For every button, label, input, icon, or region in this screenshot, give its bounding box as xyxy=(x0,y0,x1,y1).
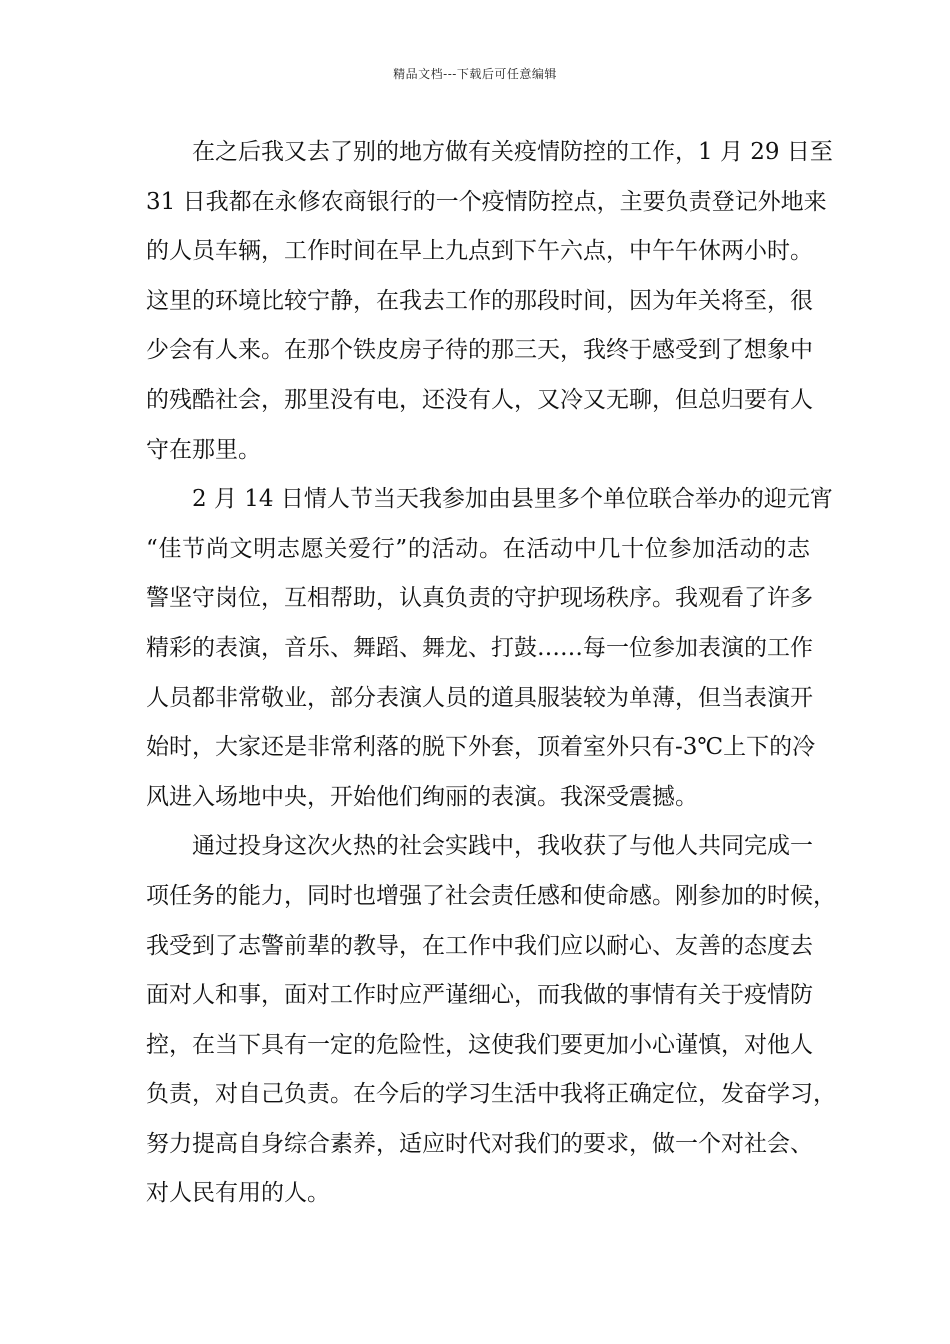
text-line: 通过投身这次火热的社会实践中，我收获了与他人共同完成一 xyxy=(192,833,813,860)
text-line: “佳节尚文明志愿关爱行”的活动。在活动中几十位参加活动的志 xyxy=(146,535,810,562)
text-line: 负责，对自己负责。在今后的学习生活中我将正确定位，发奋学习， xyxy=(146,1081,836,1108)
text-line: 31 日我都在永修农商银行的一个疫情防控点，主要负责登记外地来 xyxy=(146,188,827,215)
text-line: 在之后我又去了别的地方做有关疫情防控的工作，1 月 29 日至 xyxy=(192,139,833,165)
text-line: 控，在当下具有一定的危险性，这使我们要更加小心谨慎，对他人 xyxy=(146,1031,813,1058)
text-line: 对人民有用的人。 xyxy=(146,1180,330,1207)
text-line: 风进入场地中央，开始他们绚丽的表演。我深受震撼。 xyxy=(146,783,698,810)
text-line: 少会有人来。在那个铁皮房子待的那三天，我终于感受到了想象中 xyxy=(146,337,813,364)
text-line: 人员都非常敬业，部分表演人员的道具服装较为单薄，但当表演开 xyxy=(146,684,813,711)
text-line: 的残酷社会，那里没有电，还没有人，又冷又无聊，但总归要有人 xyxy=(146,386,813,413)
paragraph-1 xyxy=(146,132,833,479)
text-line: 警坚守岗位，互相帮助，认真负责的守护现场秩序。我观看了许多 xyxy=(146,585,813,612)
text-line: 守在那里。 xyxy=(146,436,261,463)
document-body xyxy=(146,132,836,1223)
text-line: 这里的环境比较宁静，在我去工作的那段时间，因为年关将至，很 xyxy=(146,287,813,314)
text-line: 精彩的表演，音乐、舞蹈、舞龙、打鼓……每一位参加表演的工作 xyxy=(146,634,813,661)
text-line: 2 月 14 日情人节当天我参加由县里多个单位联合举办的迎元宵 xyxy=(192,486,833,513)
text-line: 努力提高自身综合素养，适应时代对我们的要求，做一个对社会、 xyxy=(146,1130,813,1157)
text-line: 我受到了志警前辈的教导，在工作中我们应以耐心、友善的态度去 xyxy=(146,932,813,959)
text-line: 的人员车辆，工作时间在早上九点到下午六点，中午午休两小时。 xyxy=(146,238,813,265)
text-line: 始时，大家还是非常利落的脱下外套，顶着室外只有-3℃上下的冷 xyxy=(146,734,816,761)
page-header: 精品文档---下载后可任意编辑 xyxy=(393,67,557,81)
text-line: 项任务的能力，同时也增强了社会责任感和使命感。刚参加的时候， xyxy=(146,882,836,909)
paragraph-2 xyxy=(146,479,833,826)
text-line: 面对人和事，面对工作时应严谨细心，而我做的事情有关于疫情防 xyxy=(146,982,813,1009)
paragraph-3 xyxy=(146,826,836,1223)
